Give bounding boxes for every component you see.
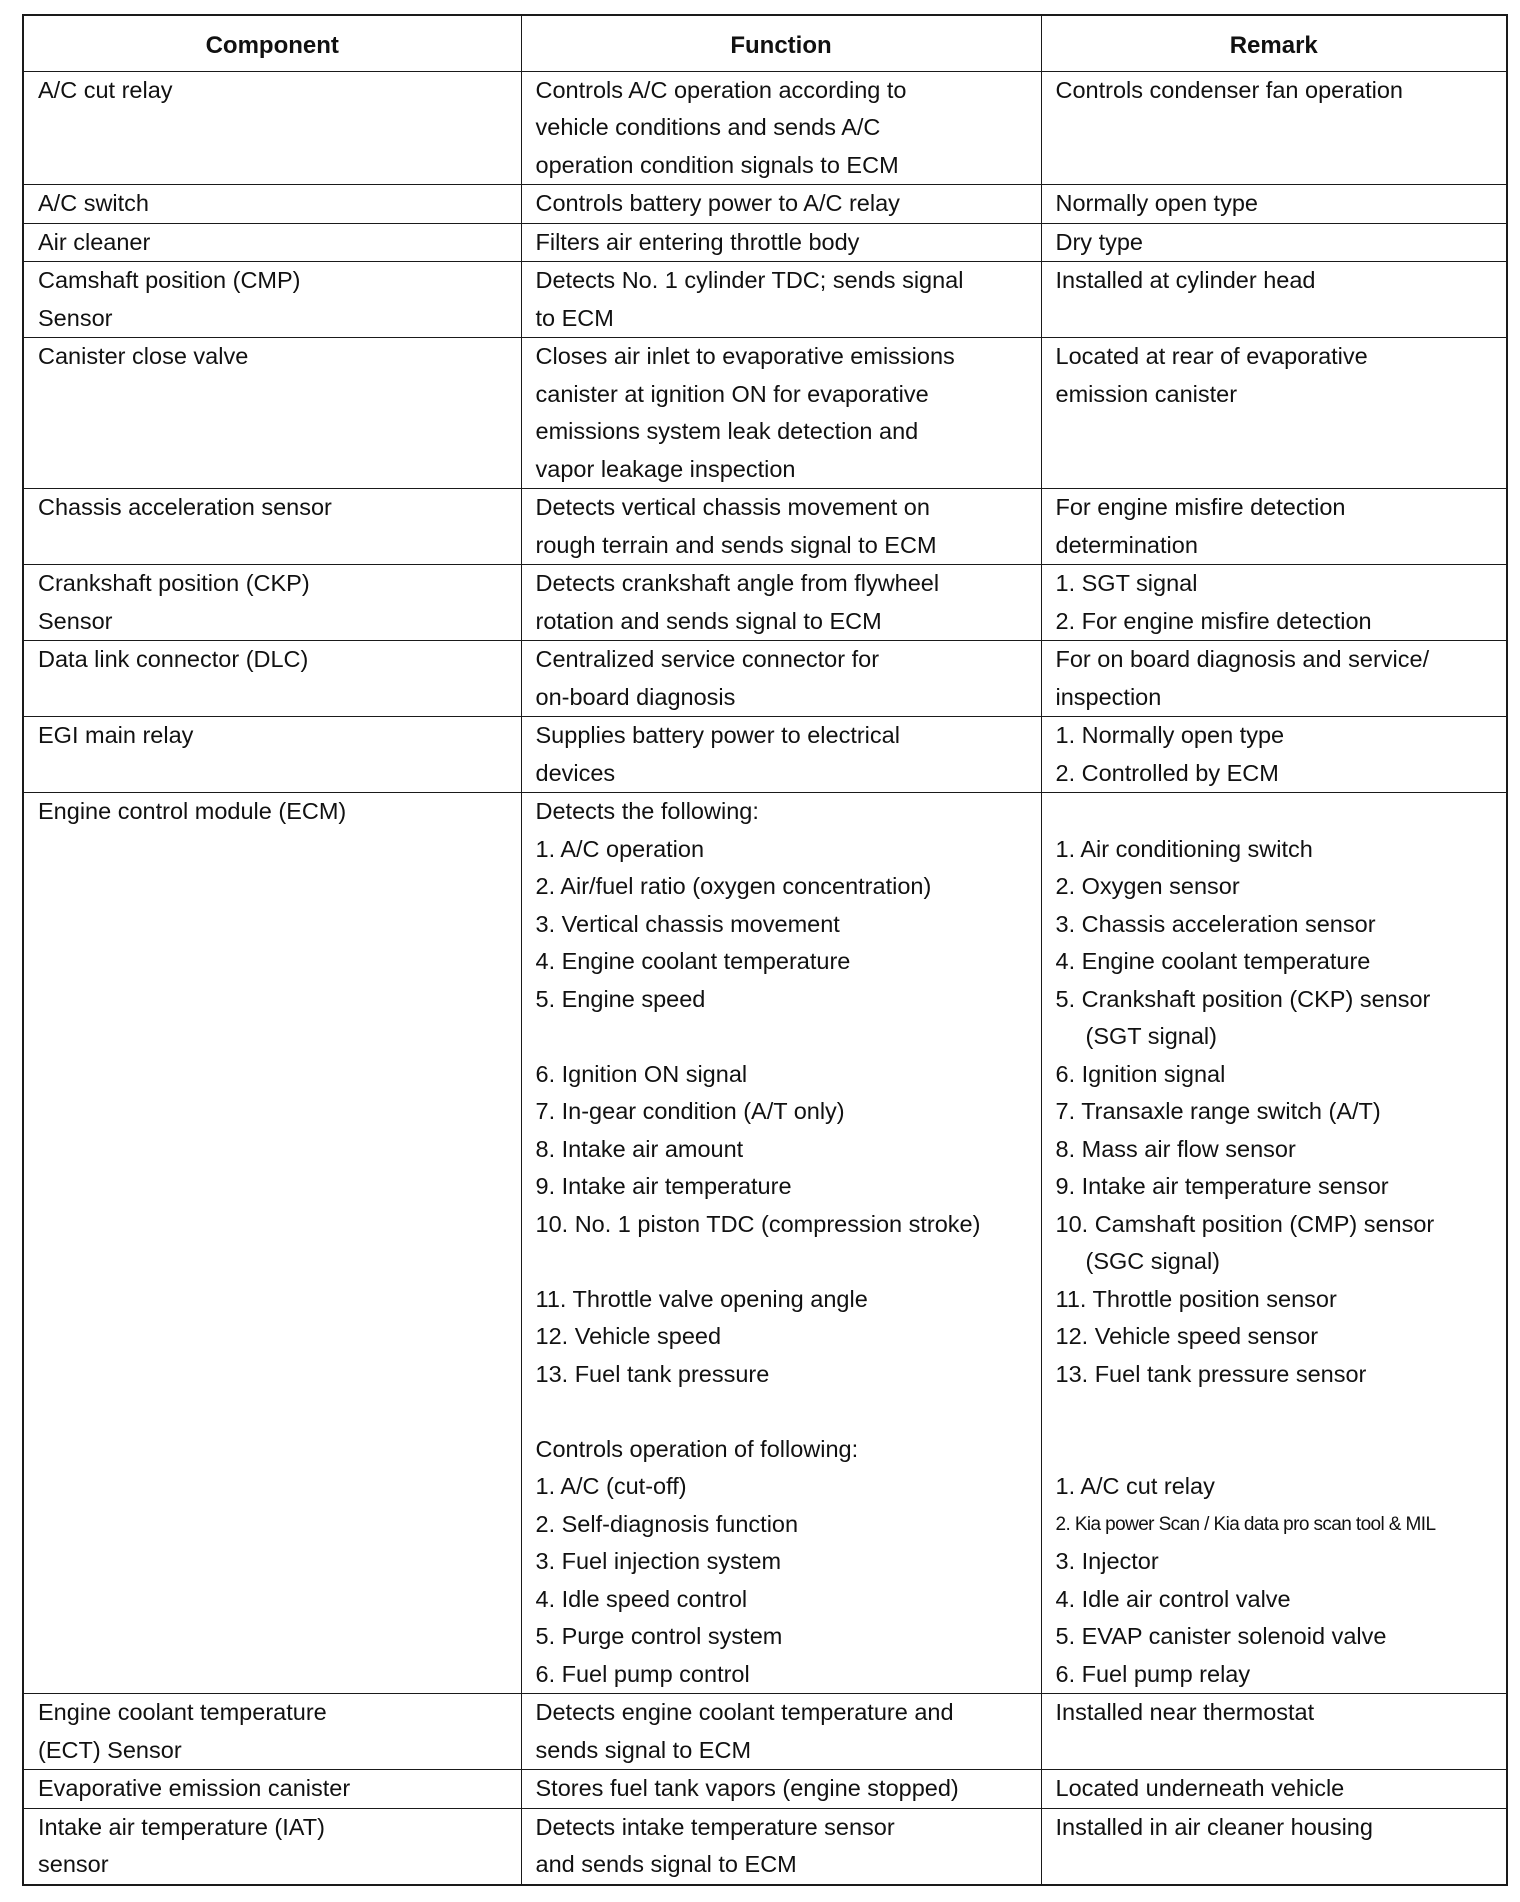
remark-line: 13. Fuel tank pressure sensor (1055, 1360, 1367, 1387)
function-line: rotation and sends signal to ECM (535, 607, 882, 634)
remark-line: Located at rear of evaporative (1055, 343, 1368, 369)
component-line: Engine coolant temperature (38, 1699, 327, 1725)
component-line: Camshaft position (CMP) (38, 267, 301, 293)
component-line: Chassis acceleration sensor (38, 494, 332, 520)
function-line: Filters air entering throttle body (535, 228, 860, 255)
remark-line: 12. Vehicle speed sensor (1055, 1323, 1319, 1349)
blank-line (536, 1243, 1033, 1281)
function-line: Centralized service connector for (535, 646, 880, 672)
function-line: 5. Purge control system (535, 1623, 783, 1649)
remark-line: 3. Injector (1055, 1548, 1159, 1574)
blank-line (536, 1393, 1033, 1431)
function-cell (521, 1694, 1041, 1770)
function-line: 12. Vehicle speed (535, 1323, 722, 1349)
function-cell (521, 185, 1041, 224)
component-cell (23, 338, 521, 489)
remark-line: 4. Idle air control valve (1055, 1585, 1291, 1612)
table-row (23, 262, 1507, 338)
header-remark: Remark (1041, 15, 1507, 71)
function-line: to ECM (535, 304, 614, 331)
component-line: A/C switch (38, 190, 149, 216)
remark-line: 1. SGT signal (1055, 570, 1198, 596)
function-line: vehicle conditions and sends A/C (535, 114, 881, 140)
function-line: on-board diagnosis (535, 683, 736, 710)
header-function: Function (521, 15, 1041, 71)
remark-cell (1041, 1808, 1507, 1885)
remark-line: (SGC signal) (1085, 1248, 1221, 1274)
function-line: Detects intake temperature sensor (535, 1813, 895, 1840)
remark-line: 10. Camshaft position (CMP) sensor (1055, 1210, 1435, 1237)
remark-line: 7. Transaxle range switch (A/T) (1055, 1098, 1381, 1124)
component-cell (23, 1808, 521, 1885)
function-line: Supplies battery power to electrical (535, 722, 900, 748)
function-line: canister at ignition ON for evaporative (535, 380, 929, 407)
function-line: Detects No. 1 cylinder TDC; sends signal (535, 267, 964, 293)
component-line: (ECT) Sensor (38, 1736, 182, 1763)
function-cell (521, 223, 1041, 262)
remark-cell (1041, 489, 1507, 565)
table-row (23, 338, 1507, 489)
component-cell (23, 489, 521, 565)
component-cell (23, 223, 521, 262)
component-line: sensor (38, 1851, 109, 1877)
remark-cell (1041, 262, 1507, 338)
function-line: Detects vertical chassis movement on (535, 494, 930, 520)
function-line: 10. No. 1 piston TDC (compression stroke) (535, 1210, 981, 1237)
table-row (23, 1770, 1507, 1809)
function-line: 2. Self-diagnosis function (535, 1510, 799, 1537)
function-line: 11. Throttle valve opening angle (535, 1285, 868, 1312)
function-cell (521, 71, 1041, 185)
table-body (23, 71, 1507, 1885)
table-row (23, 223, 1507, 262)
table-row (23, 71, 1507, 185)
function-line: 1. A/C operation (535, 835, 705, 862)
function-line: vapor leakage inspection (535, 455, 796, 482)
function-line: Closes air inlet to evaporative emissions (535, 343, 955, 369)
function-line: Stores fuel tank vapors (engine stopped) (535, 1775, 959, 1801)
function-line: Detects crankshaft angle from flywheel (535, 570, 940, 596)
function-line: 6. Ignition ON signal (535, 1060, 748, 1087)
remark-line: For on board diagnosis and service/ (1055, 646, 1430, 672)
component-function-table (22, 14, 1508, 1886)
function-line: and sends signal to ECM (535, 1851, 797, 1877)
component-line: Canister close valve (38, 343, 249, 369)
remark-line: (SGT signal) (1085, 1023, 1217, 1049)
component-line: Sensor (38, 304, 113, 331)
function-line: 9. Intake air temperature (535, 1173, 792, 1199)
remark-line: inspection (1055, 683, 1162, 710)
remark-cell (1041, 71, 1507, 185)
blank-line (1056, 1393, 1499, 1431)
table-row (23, 793, 1507, 1694)
component-line: Evaporative emission canister (38, 1775, 351, 1801)
remark-line: Installed in air cleaner housing (1055, 1813, 1373, 1840)
blank-line (536, 1018, 1033, 1056)
component-cell (23, 565, 521, 641)
remark-line: For engine misfire detection (1055, 494, 1346, 520)
function-line: 4. Idle speed control (535, 1585, 748, 1612)
function-line: 5. Engine speed (535, 985, 706, 1012)
component-table-page (22, 14, 1506, 1886)
function-cell (521, 338, 1041, 489)
header-component: Component (23, 15, 521, 71)
remark-cell (1041, 717, 1507, 793)
function-line: 1. A/C (cut-off) (535, 1473, 687, 1499)
function-line: 13. Fuel tank pressure (535, 1360, 770, 1387)
component-cell (23, 717, 521, 793)
remark-cell (1041, 185, 1507, 224)
remark-line: 4. Engine coolant temperature (1055, 948, 1371, 974)
function-line: operation condition signals to ECM (535, 151, 899, 178)
remark-line: 5. EVAP canister solenoid valve (1055, 1623, 1387, 1649)
remark-cell (1041, 223, 1507, 262)
remark-line: 6. Ignition signal (1055, 1060, 1226, 1087)
function-cell (521, 1808, 1041, 1885)
table-row (23, 1808, 1507, 1885)
remark-line: 1. A/C cut relay (1055, 1473, 1215, 1499)
remark-cell (1041, 793, 1507, 1694)
remark-cell (1041, 565, 1507, 641)
function-line: sends signal to ECM (535, 1736, 752, 1763)
remark-line: 2. For engine misfire detection (1055, 607, 1372, 634)
component-line: Intake air temperature (IAT) (38, 1813, 325, 1840)
function-line: 4. Engine coolant temperature (535, 948, 851, 974)
remark-line: 3. Chassis acceleration sensor (1055, 910, 1376, 937)
remark-line: Installed at cylinder head (1055, 267, 1316, 293)
component-line: A/C cut relay (38, 76, 173, 103)
remark-line: 1. Air conditioning switch (1055, 835, 1313, 862)
remark-line: Located underneath vehicle (1055, 1775, 1345, 1801)
component-line: Air cleaner (38, 228, 151, 255)
function-cell (521, 641, 1041, 717)
function-line: 8. Intake air amount (535, 1135, 744, 1162)
remark-line: 8. Mass air flow sensor (1055, 1135, 1296, 1162)
remark-line: emission canister (1055, 380, 1238, 407)
table-row (23, 641, 1507, 717)
remark-line: Dry type (1055, 228, 1143, 255)
table-row (23, 489, 1507, 565)
function-cell (521, 565, 1041, 641)
remark-cell (1041, 338, 1507, 489)
table-row (23, 565, 1507, 641)
function-cell (521, 262, 1041, 338)
component-cell (23, 793, 521, 1694)
table-row (23, 1694, 1507, 1770)
table-row (23, 717, 1507, 793)
remark-line: 9. Intake air temperature sensor (1055, 1173, 1389, 1199)
remark-line: Normally open type (1055, 190, 1258, 216)
component-cell (23, 185, 521, 224)
component-line: Data link connector (DLC) (38, 646, 309, 672)
component-cell (23, 71, 521, 185)
function-line: 3. Fuel injection system (535, 1548, 782, 1574)
remark-line: determination (1055, 531, 1198, 558)
function-cell (521, 793, 1041, 1694)
remark-cell (1041, 1770, 1507, 1809)
function-line: devices (535, 759, 616, 786)
function-line: 7. In-gear condition (A/T only) (535, 1098, 845, 1124)
function-line: Detects engine coolant temperature and (535, 1699, 954, 1725)
table-row (23, 185, 1507, 224)
remark-line: 2. Kia power Scan / Kia data pro scan tool & MIL (1055, 1513, 1436, 1535)
component-cell (23, 1770, 521, 1809)
component-line: EGI main relay (38, 722, 194, 748)
remark-line: Installed near thermostat (1055, 1699, 1315, 1725)
function-line: emissions system leak detection and (535, 418, 919, 444)
remark-line: Controls condenser fan operation (1055, 76, 1403, 103)
function-line: Controls battery power to A/C relay (535, 190, 900, 216)
function-cell (521, 489, 1041, 565)
function-line: rough terrain and sends signal to ECM (535, 531, 937, 558)
component-cell (23, 1694, 521, 1770)
function-line: 2. Air/fuel ratio (oxygen concentration) (535, 873, 932, 899)
blank-line (1056, 1431, 1499, 1469)
function-cell (521, 1770, 1041, 1809)
component-line: Crankshaft position (CKP) (38, 570, 310, 596)
component-cell (23, 262, 521, 338)
remark-line: 6. Fuel pump relay (1055, 1660, 1251, 1687)
blank-line (1056, 793, 1499, 831)
function-cell (521, 717, 1041, 793)
table-header-row (23, 15, 1507, 71)
remark-line: 2. Oxygen sensor (1055, 873, 1240, 899)
function-line: 6. Fuel pump control (535, 1660, 750, 1687)
remark-line: 11. Throttle position sensor (1055, 1285, 1337, 1312)
function-line: 3. Vertical chassis movement (535, 910, 840, 937)
component-line: Sensor (38, 607, 113, 634)
component-cell (23, 641, 521, 717)
function-line: Controls operation of following: (535, 1435, 859, 1462)
remark-cell (1041, 1694, 1507, 1770)
function-line: Controls A/C operation according to (535, 76, 907, 103)
component-line: Engine control module (ECM) (38, 798, 347, 824)
remark-line: 5. Crankshaft position (CKP) sensor (1055, 985, 1431, 1012)
remark-cell (1041, 641, 1507, 717)
remark-line: 1. Normally open type (1055, 722, 1285, 748)
function-line: Detects the following: (535, 798, 759, 824)
remark-line: 2. Controlled by ECM (1055, 759, 1279, 786)
